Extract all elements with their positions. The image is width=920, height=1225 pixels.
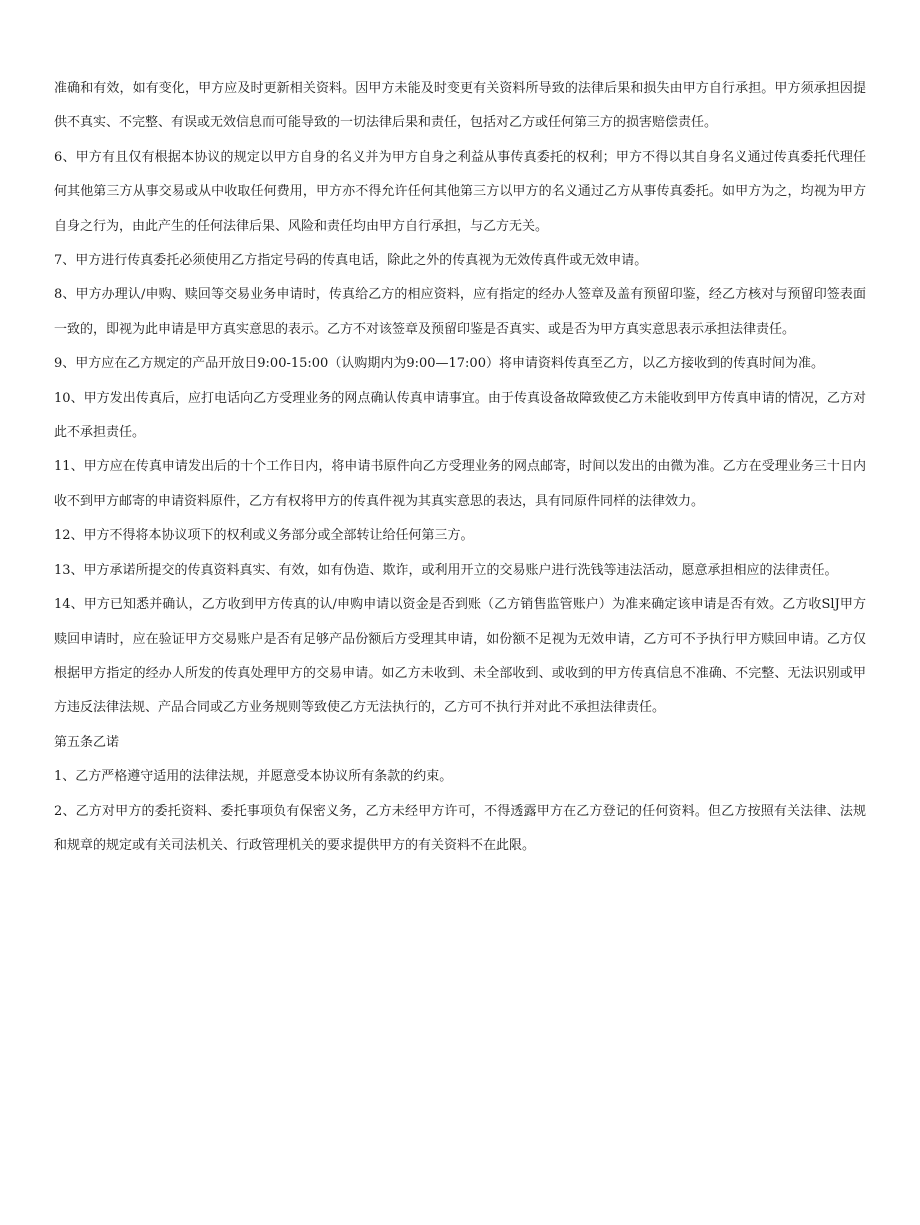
- clause-10: 10、甲方发出传真后，应打电话向乙方受理业务的网点确认传真申请事宜。由于传真设备故障致使乙方未能收到甲方传真申请的情况，乙方对此不承担责任。: [54, 390, 866, 441]
- paragraph-continuation: 准确和有效，如有变化，甲方应及时更新相关资料。因甲方未能及时变更有关资料所导致的法律后果和损失由甲方自行承担。甲方须承担因提供不真实、不完整、有误或无效信息而可能导致的一切法律后果和责任，包括对乙方或任何第三方的损害赔偿责任。: [54, 81, 866, 131]
- clause-13: 13、甲方承诺所提交的传真资料真实、有效，如有伪造、欺诈，或利用开立的交易账户进行洗钱等违法活动，愿意承担相应的法律责任。: [54, 562, 838, 578]
- section-heading: 第五条乙诺: [54, 734, 120, 750]
- clause-7: 7、甲方进行传真委托必须使用乙方指定号码的传真电话，除此之外的传真视为无效传真件或无效申请。: [54, 253, 648, 269]
- clause-14: 14、甲方已知悉并确认，乙方收到甲方传真的认/申购申请以资金是否到账（乙方销售监管账户）为准来确定该申请是否有效。乙方收SlJ甲方赎回申请时，应在验证甲方交易账户是否有足够产品份额后方受理其申请，如份额不足视为无效申请，乙方可不予执行甲方赎回申请。乙方仅根据甲方指定的经办人所发的传真处理甲方的交易申请。如乙方未收到、未全部收到、或收到的甲方传真信息不准确、不完整、无法识别或甲方违反法律法规、产品合同或乙方业务规则等致使乙方无法执行的，乙方可不执行并对此不承担法律责任。: [54, 597, 866, 716]
- clause-12: 12、甲方不得将本协议项下的权利或义务部分或全部转让给任何第三方。: [54, 528, 474, 544]
- document-body: [54, 72, 866, 863]
- clause-6: 6、甲方有且仅有根据本协议的规定以甲方自身的名义并为甲方自身之利益从事传真委托的权利；甲方不得以其自身名义通过传真委托代理任何其他第三方从事交易或从中收取任何费用，甲方亦不得允许任何其他第三方以甲方的名义通过乙方从事传真委托。如甲方为之，均视为甲方自身之行为，由此产生的任何法律后果、风险和责任均由甲方自行承担，与乙方无关。: [54, 149, 866, 234]
- party-b-clause-2: 2、乙方对甲方的委托资料、委托事项负有保密义务，乙方未经甲方许可，不得透露甲方在乙方登记的任何资料。但乙方按照有关法律、法规和规章的规定或有关司法机关、行政管理机关的要求提供甲方的有关资料不在此限。: [54, 803, 866, 853]
- clause-8: 8、甲方办理认/申购、赎回等交易业务申请时，传真给乙方的相应资料，应有指定的经办人签章及盖有预留印鉴，经乙方核对与预留印签表面一致的，即视为此申请是甲方真实意思的表示。乙方不对该签章及预留印鉴是否真实、或是否为甲方真实意思表示承担法律责任。: [54, 287, 866, 337]
- party-b-clause-1: 1、乙方严格遵守适用的法律法规，并愿意受本协议所有条款的约束。: [54, 769, 453, 785]
- clause-11: 11、甲方应在传真申请发出后的十个工作日内，将申请书原件向乙方受理业务的网点邮寄，时间以发出的由微为准。乙方在受理业务三十日内收不到甲方邮寄的申请资料原件，乙方有权将甲方的传真件视为其真实意思的表达，具有同原件同样的法律效力。: [54, 459, 866, 509]
- clause-9: 9、甲方应在乙方规定的产品开放日9:00-15:00（认购期内为9:00—17:00）将申请资料传真至乙方，以乙方接收到的传真时间为准。: [54, 356, 824, 372]
